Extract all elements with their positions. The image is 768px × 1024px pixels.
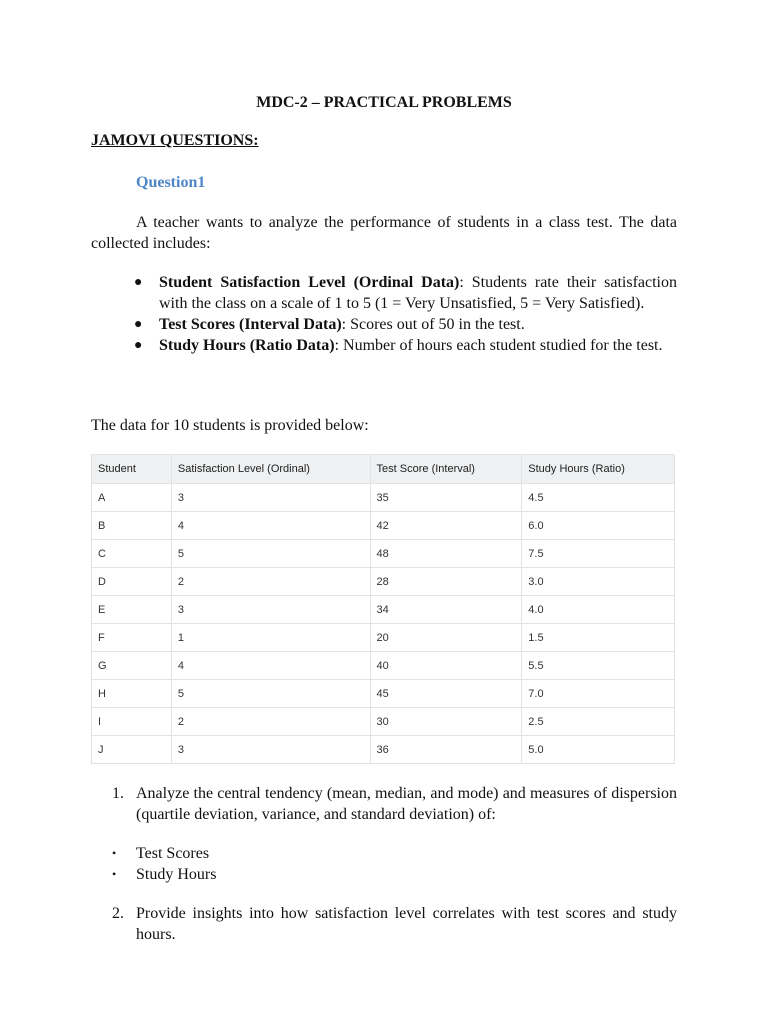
bullet-satisfaction: [91, 272, 677, 314]
bullet-test-scores: [91, 314, 677, 335]
table-cell: 3.0: [522, 568, 675, 596]
bullet-study-hours: [91, 335, 677, 356]
table-lead-text: The data for 10 students is provided below:: [91, 417, 369, 434]
table-cell: 35: [370, 484, 522, 512]
table-cell: 40: [370, 652, 522, 680]
table-cell: J: [92, 736, 172, 764]
table-cell: 5: [171, 680, 370, 708]
table-cell: 5: [171, 540, 370, 568]
table-cell: 7.0: [522, 680, 675, 708]
table-row: [92, 652, 675, 680]
table-cell: 2: [171, 568, 370, 596]
table-cell: 34: [370, 596, 522, 624]
variable-label: Study Hours: [136, 866, 217, 883]
table-cell: 42: [370, 512, 522, 540]
table-cell: 7.5: [522, 540, 675, 568]
table-cell: 4: [171, 652, 370, 680]
table-cell: 3: [171, 736, 370, 764]
table-cell: 2.5: [522, 708, 675, 736]
bullet-text: : Number of hours each student studied for the test.: [334, 337, 663, 354]
table-cell: D: [92, 568, 172, 596]
variable-item: [91, 864, 677, 885]
table-cell: 1: [171, 624, 370, 652]
table-cell: A: [92, 484, 172, 512]
table-cell: 3: [171, 596, 370, 624]
table-cell: 45: [370, 680, 522, 708]
bullet-text: : Students rate their satisfaction with the class on a scale of 1 to 5 (1 = Very Unsatisfied, 5 = Very Satisfied).: [159, 274, 677, 312]
bullet-bold: Student Satisfaction Level (Ordinal Data): [159, 274, 460, 291]
table-cell: G: [92, 652, 172, 680]
table-cell: E: [92, 596, 172, 624]
intro-paragraph: A teacher wants to analyze the performance of students in a class test. The data collected includes:: [91, 214, 677, 252]
student-data-table: [91, 454, 675, 764]
table-row: [92, 708, 675, 736]
table-cell: H: [92, 680, 172, 708]
bullet-bold: Study Hours (Ratio Data): [159, 337, 335, 354]
bullet-icon: •: [112, 867, 117, 881]
table-row: [92, 540, 675, 568]
question-list-2: [91, 903, 677, 945]
table-cell: B: [92, 512, 172, 540]
table-cell: 1.5: [522, 624, 675, 652]
table-cell: 30: [370, 708, 522, 736]
table-cell: 4: [171, 512, 370, 540]
table-row: [92, 736, 675, 764]
bullet-icon: ●: [134, 338, 143, 353]
table-row: [92, 624, 675, 652]
table-cell: 4.0: [522, 596, 675, 624]
variable-item: [91, 843, 677, 864]
bullet-icon: •: [112, 846, 117, 860]
student-data-table-container: [91, 454, 675, 764]
table-cell: 20: [370, 624, 522, 652]
variables-list: [91, 843, 677, 885]
table-row: [92, 680, 675, 708]
header-satisfaction: Satisfaction Level (Ordinal): [171, 455, 370, 484]
table-cell: I: [92, 708, 172, 736]
table-cell: 4.5: [522, 484, 675, 512]
table-cell: 6.0: [522, 512, 675, 540]
table-header-row: [92, 455, 675, 484]
bullet-text: : Scores out of 50 in the test.: [341, 316, 525, 333]
table-cell: 2: [171, 708, 370, 736]
table-row: [92, 512, 675, 540]
question-number: 2.: [112, 905, 124, 922]
data-types-list: [91, 272, 677, 356]
table-cell: 48: [370, 540, 522, 568]
table-cell: 36: [370, 736, 522, 764]
question-text: Provide insights into how satisfaction level correlates with test scores and study hours.: [136, 905, 677, 943]
table-body: [92, 484, 675, 764]
bullet-icon: ●: [134, 317, 143, 332]
question-item-1: [91, 783, 677, 825]
table-cell: 28: [370, 568, 522, 596]
table-cell: F: [92, 624, 172, 652]
document-title: MDC-2 – PRACTICAL PROBLEMS: [256, 94, 512, 111]
question-number: 1.: [112, 785, 124, 802]
bullet-icon: ●: [134, 275, 143, 290]
table-cell: 5.5: [522, 652, 675, 680]
question-text: Analyze the central tendency (mean, median, and mode) and measures of dispersion (quartile deviation, variance, and standard deviation) of:: [136, 785, 677, 823]
variable-label: Test Scores: [136, 845, 210, 862]
header-student: Student: [92, 455, 172, 484]
table-cell: 5.0: [522, 736, 675, 764]
section-heading: JAMOVI QUESTIONS:: [91, 132, 259, 149]
table-row: [92, 596, 675, 624]
header-study-hours: Study Hours (Ratio): [522, 455, 675, 484]
table-cell: 3: [171, 484, 370, 512]
bullet-bold: Test Scores (Interval Data): [159, 316, 342, 333]
table-cell: C: [92, 540, 172, 568]
question-item-2: [91, 903, 677, 945]
table-row: [92, 484, 675, 512]
question-label: Question1: [136, 174, 206, 191]
question-list-1: [91, 783, 677, 825]
table-row: [92, 568, 675, 596]
header-test-score: Test Score (Interval): [370, 455, 522, 484]
